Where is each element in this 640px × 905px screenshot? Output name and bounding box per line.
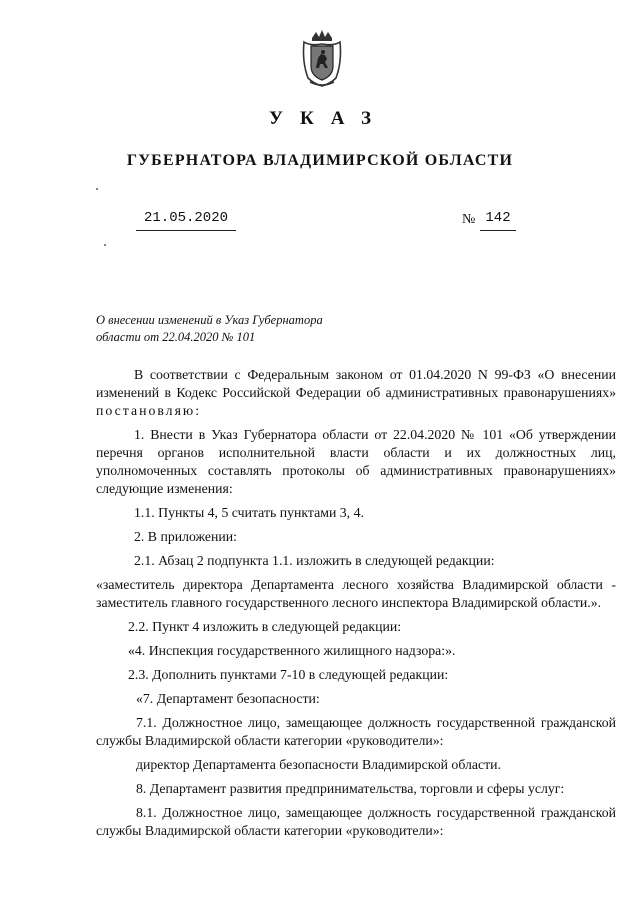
- number-sign: №: [462, 212, 476, 227]
- paragraph-2-1-quote: «заместитель директора Департамента лесного хозяйства Владимирской области - заместитель главного государственного лесного инспектора Владимирской области.».: [96, 577, 616, 610]
- paragraph-8: 8. Департамент развития предпринимательства, торговли и сферы услуг:: [136, 781, 565, 796]
- paragraph-2-2-quote: «4. Инспекция государственного жилищного надзора:».: [128, 643, 456, 658]
- document-date: 21.05.2020: [136, 210, 236, 231]
- coat-of-arms-icon: [300, 28, 344, 88]
- document-body: [96, 366, 616, 846]
- scan-speck: [96, 188, 98, 190]
- scan-speck: [104, 244, 106, 246]
- paragraph-2-1: 2.1. Абзац 2 подпункта 1.1. изложить в следующей редакции:: [134, 553, 495, 568]
- paragraph-1-1: 1.1. Пункты 4, 5 считать пунктами 3, 4.: [134, 505, 364, 520]
- paragraph-2-2: 2.2. Пункт 4 изложить в следующей редакции:: [128, 619, 402, 634]
- intro-text: В соответствии с Федеральным законом от 01.04.2020 N 99-ФЗ «О внесении изменений в Кодекс Российской Федерации об административных правонарушениях»: [96, 367, 616, 400]
- paragraph-2: 2. В приложении:: [134, 529, 238, 544]
- document-number: 142: [480, 210, 516, 231]
- document-title: УКАЗ: [269, 108, 388, 129]
- intro-verb: постановляю:: [96, 403, 202, 418]
- paragraph-1: 1. Внести в Указ Губернатора области от 22.04.2020 № 101 «Об утверждении перечня органов исполнительной власти области и их должностных лиц, уполномоченных составлять протоколы об административных правонарушениях» следующие изменения:: [96, 427, 616, 496]
- subject-line: О внесении изменений в Указ Губернатора: [96, 313, 323, 327]
- document-subject: [96, 312, 356, 346]
- paragraph-8-1: 8.1. Должностное лицо, замещающее должность государственной гражданской службы Владимирской области категории «руководители»:: [96, 805, 616, 838]
- paragraph-7-1: 7.1. Должностное лицо, замещающее должность государственной гражданской службы Владимирской области категории «руководители»:: [96, 715, 616, 748]
- paragraph-2-3: 2.3. Дополнить пунктами 7-10 в следующей редакции:: [128, 667, 449, 682]
- paragraph-7: «7. Департамент безопасности:: [136, 691, 320, 706]
- subject-line: области от 22.04.2020 № 101: [96, 330, 256, 344]
- paragraph-intro: [96, 366, 616, 420]
- document-issuer: ГУБЕРНАТОРА ВЛАДИМИРСКОЙ ОБЛАСТИ: [126, 152, 514, 169]
- paragraph-7-1-value: директор Департамента безопасности Владимирской области.: [136, 757, 501, 772]
